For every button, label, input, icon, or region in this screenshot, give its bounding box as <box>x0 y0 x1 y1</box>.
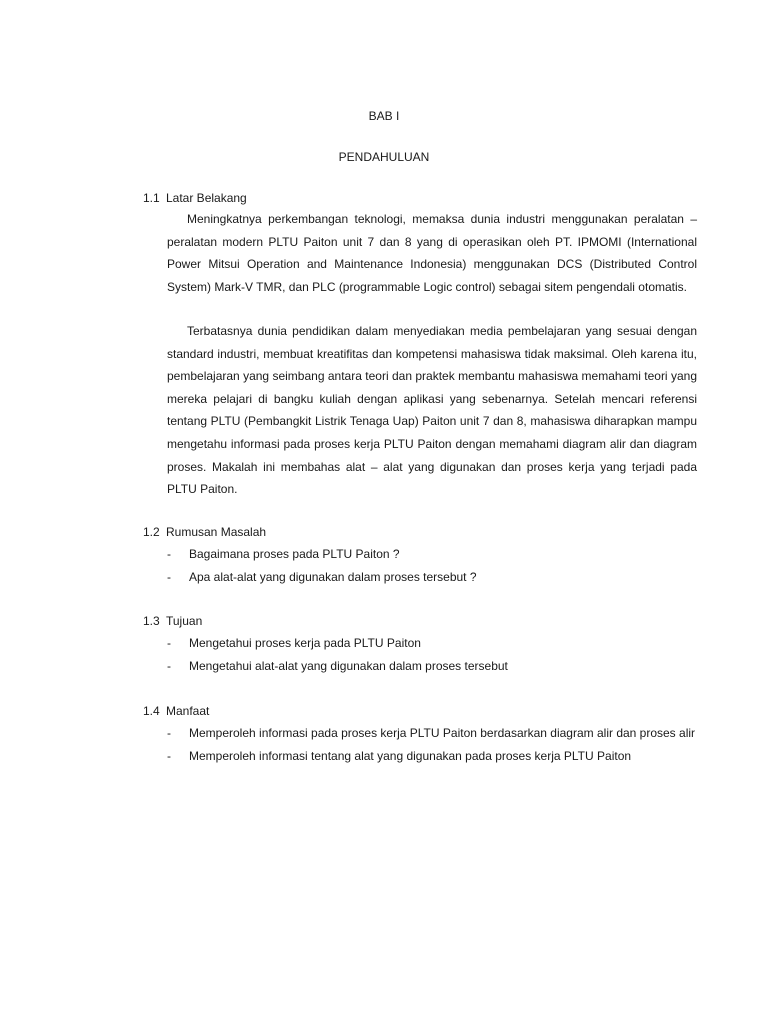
chapter-title: PENDAHULUAN <box>338 150 430 164</box>
section-title: Tujuan <box>166 614 203 628</box>
section-heading-rumusan-masalah <box>143 524 266 540</box>
list-item-text: Mengetahui proses kerja pada PLTU Paiton <box>189 636 421 650</box>
section-number: 1.2 <box>143 525 160 539</box>
section-number: 1.3 <box>143 614 160 628</box>
list-item-text: Mengetahui alat-alat yang digunakan dalam proses tersebut <box>189 658 508 673</box>
bullet-dash: - <box>167 636 171 650</box>
paragraph-latar-belakang-2: Terbatasnya dunia pendidikan dalam menyediakan media pembelajaran yang sesuai dengan standard industri, membuat kreatifitas dan kompetensi mahasiswa tidak maksimal. Oleh karena itu, pembelajaran yang seimbang antara teori dan praktek membantu mahasiswa memahami teori yang mereka pelajari di bangku kuliah dengan aplikasi yang sebenarnya. Setelah mencari referensi tentang PLTU (Pembangkit Listrik Tenaga Uap) Paiton unit 7 dan 8, mahasiswa diharapkan mampu mengetahu informasi pada proses kerja PLTU Paiton dengan memahami diagram alir dan diagram proses. Makalah ini membahas alat – alat yang digunakan dan proses kerja yang terjadi pada PLTU Paiton. <box>167 324 697 497</box>
section-title: Latar Belakang <box>166 191 247 205</box>
section-title: Rumusan Masalah <box>166 525 267 539</box>
bullet-dash: - <box>167 748 171 763</box>
bullet-dash: - <box>167 658 171 673</box>
section-number: 1.1 <box>143 191 160 205</box>
list-item <box>167 543 697 566</box>
list-rumusan-masalah <box>167 543 697 588</box>
list-item <box>167 655 697 678</box>
bullet-dash: - <box>167 547 171 561</box>
bullet-dash: - <box>167 569 171 584</box>
chapter-label: BAB I <box>368 109 400 123</box>
section-title: Manfaat <box>166 704 210 718</box>
list-item-text: Memperoleh informasi tentang alat yang digunakan pada proses kerja PLTU Paiton <box>189 748 632 763</box>
section-number: 1.4 <box>143 704 160 718</box>
list-item <box>167 745 697 768</box>
list-item <box>167 566 697 589</box>
section-heading-tujuan <box>143 613 202 629</box>
bullet-dash: - <box>167 726 171 740</box>
list-item <box>167 722 697 745</box>
list-tujuan <box>167 632 697 677</box>
list-manfaat <box>167 722 697 767</box>
list-item <box>167 632 697 655</box>
list-item-text: Memperoleh informasi pada proses kerja PLTU Paiton berdasarkan diagram alir dan proses alir <box>189 726 696 740</box>
section-heading-manfaat <box>143 703 209 719</box>
section-heading-latar-belakang <box>143 190 247 206</box>
list-item-text: Apa alat-alat yang digunakan dalam proses tersebut ? <box>189 569 477 584</box>
paragraph-latar-belakang-1: Meningkatnya perkembangan teknologi, memaksa dunia industri menggunakan peralatan – peralatan modern PLTU Paiton unit 7 dan 8 yang di operasikan oleh PT. IPMOMI (International Power Mitsui Operation and Maintenance Indonesia) menggunakan DCS (Distributed Control System) Mark-V TMR, dan PLC (programmable Logic control) sebagai sitem pengendali otomatis. <box>167 212 697 294</box>
list-item-text: Bagaimana proses pada PLTU Paiton ? <box>189 547 400 561</box>
